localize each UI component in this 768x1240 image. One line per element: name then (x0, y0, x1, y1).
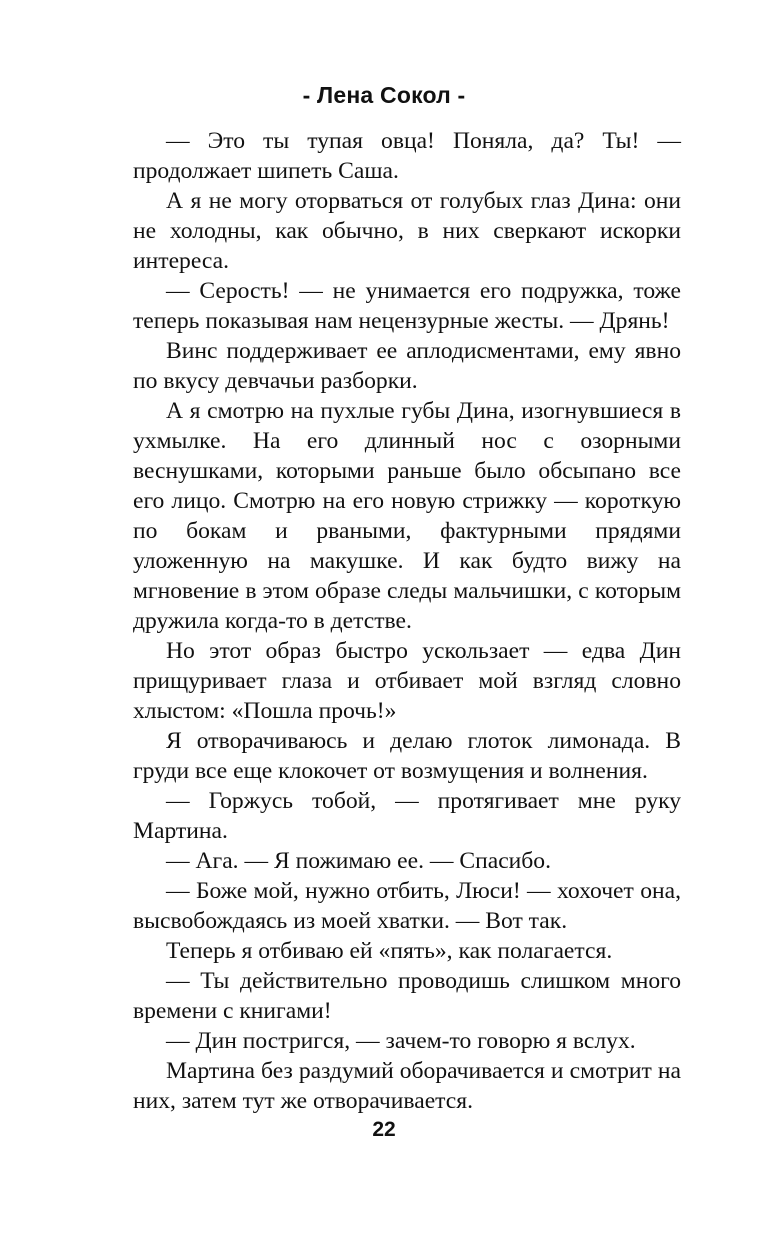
body-text (133, 126, 681, 1116)
paragraph: Мартина без раздумий оборачивается и смотрит на них, затем тут же отворачивается. (133, 1058, 681, 1114)
paragraph: А я не могу оторваться от голубых глаз Дина: они не холодны, как обычно, в них сверкают искорки интереса. (133, 188, 681, 274)
paragraph: А я смотрю на пухлые губы Дина, изогнувшиеся в ухмылке. На его длинный нос с озорными веснушками, которыми раньше было обсыпано все его лицо. Смотрю на его новую стрижку — короткую по бокам и рваными, фактурными прядями уложенную на макушке. И как будто вижу на мгновение в этом образе следы мальчишки, с которым дружила когда-то в детстве. (133, 398, 681, 634)
paragraph: Но этот образ быстро ускользает — едва Дин прищуривает глаза и отбивает мой взгляд словно хлыстом: «Пошла прочь!» (133, 638, 681, 724)
paragraph: Теперь я отбиваю ей «пять», как полагается. (166, 938, 613, 964)
paragraph: — Ты действительно проводишь слишком много времени с книгами! (133, 968, 681, 1024)
paragraph: — Дин постригся, — зачем-то говорю я вслух. (166, 1028, 636, 1054)
paragraph: — Серость! — не унимается его подружка, тоже теперь показывая нам нецензурные жесты. — Дрянь! (133, 278, 681, 334)
paragraph: — Горжусь тобой, — протягивает мне руку Мартина. (133, 788, 681, 844)
paragraph: — Ага. — Я пожимаю ее. — Спасибо. (166, 848, 551, 874)
paragraph: Я отворачиваюсь и делаю глоток лимонада. В груди все еще клокочет от возмущения и волнения. (133, 728, 681, 784)
running-head-title: - Лена Сокол - (302, 82, 466, 108)
page-number: 22 (372, 1118, 396, 1141)
paragraph: — Это ты тупая овца! Поняла, да? Ты! — продолжает шипеть Саша. (133, 128, 681, 184)
paragraph: Винс поддерживает ее аплодисментами, ему явно по вкусу девчачьи разборки. (133, 338, 681, 394)
paragraph: — Боже мой, нужно отбить, Люси! — хохочет она, высвобождаясь из моей хватки. — Вот так. (133, 878, 681, 934)
